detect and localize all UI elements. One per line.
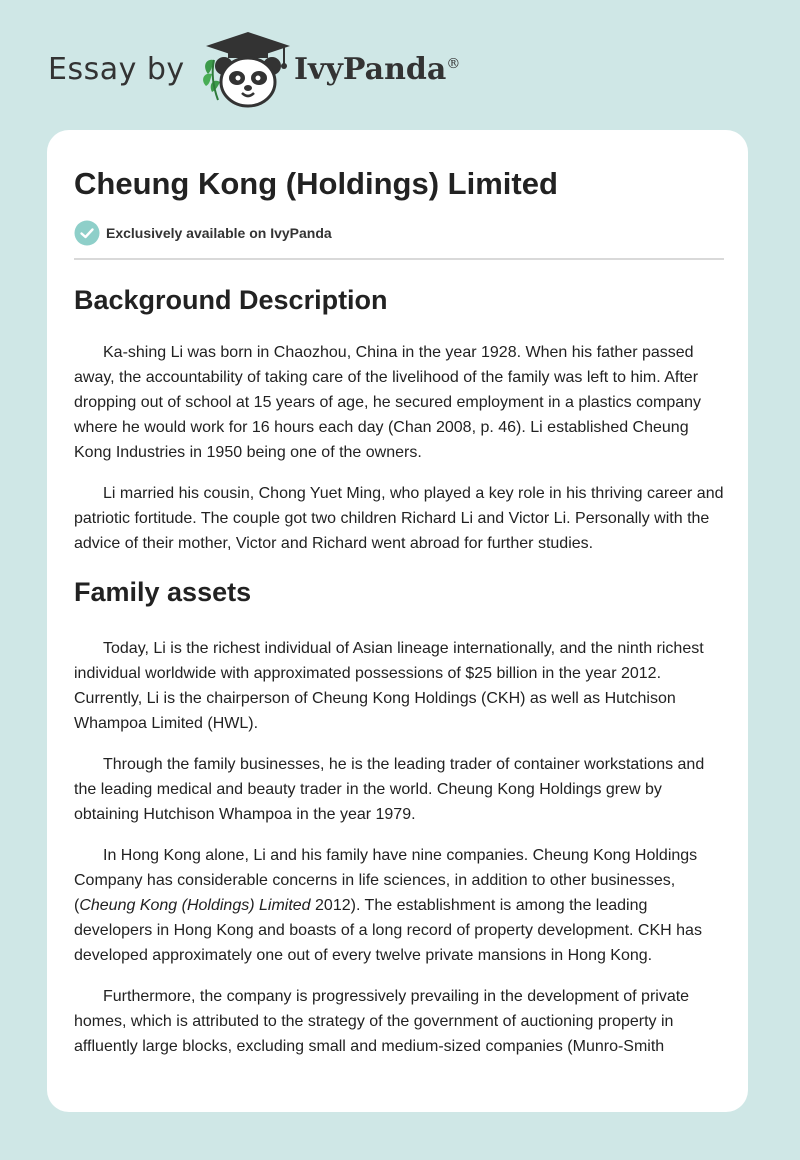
brand-header [48,30,488,110]
paragraph-text: 2012). The establishment is among the leading developers in Hong Kong and boasts of a long record of property development. CKH has developed approximately one out of every twelve private mansions in Hong Kong. [74,897,702,964]
essay-content [74,162,724,1059]
paragraph: Furthermore, the company is progressively prevailing in the development of private homes, which is attributed to the strategy of the government of auctioning property in affluently large blocks, excluding small and medium-sized companies (Munro-Smith [74,988,690,1055]
exclusive-label: Exclusively available on IvyPanda [106,225,332,241]
section-heading-background: Background Description [74,285,388,315]
title-divider [74,258,724,260]
essay-title: Cheung Kong (Holdings) Limited [74,166,558,201]
brand-name-text: IvyPanda [294,52,447,87]
panda-graduate-logo-icon [198,30,298,110]
registered-mark: ® [446,56,461,72]
brand-prefix: Essay by [48,52,185,87]
check-circle-icon [74,220,100,246]
paragraph: Li married his cousin, Chong Yuet Ming, who played a key role in his thriving career and patriotic fortitude. The couple got two children Richard Li and Victor Li. Personally with the advice of their mother, Victor and Richard went abroad for further studies. [74,485,724,552]
paragraph: Today, Li is the richest individual of Asian lineage internationally, and the ninth richest individual worldwide with approximated possessions of $25 billion in the year 2012. Currently, Li is the chairperson of Cheung Kong Holdings (CKH) as well as Hutchison Whampoa Limited (HWL). [74,640,704,732]
paragraph: Through the family businesses, he is the leading trader of container workstations and the leading medical and beauty trader in the world. Cheung Kong Holdings grew by obtaining Hutchison Whampoa in the year 1979. [74,756,705,823]
paragraph-with-citation [74,843,724,968]
paragraph: Ka-shing Li was born in Chaozhou, China in the year 1928. When his father passed away, the accountability of taking care of the livelihood of the family was left to him. After dropping out of school at 15 years of age, he secured employment in a plastics company where he would work for 16 hours each day (Chan 2008, p. 46). Li established Cheung Kong Industries in 1950 being one of the owners. [74,344,702,461]
paragraph-text: In Hong Kong alone, Li and his family have nine companies. Cheung Kong Holdings Company has considerable concerns in life sciences, in addition to other businesses, ( [74,847,698,914]
essay-card [47,130,748,1112]
brand-name [294,52,460,87]
section-heading-family-assets: Family assets [74,577,252,607]
citation-title: Cheung Kong (Holdings) Limited [79,897,311,914]
exclusive-badge [74,220,724,246]
